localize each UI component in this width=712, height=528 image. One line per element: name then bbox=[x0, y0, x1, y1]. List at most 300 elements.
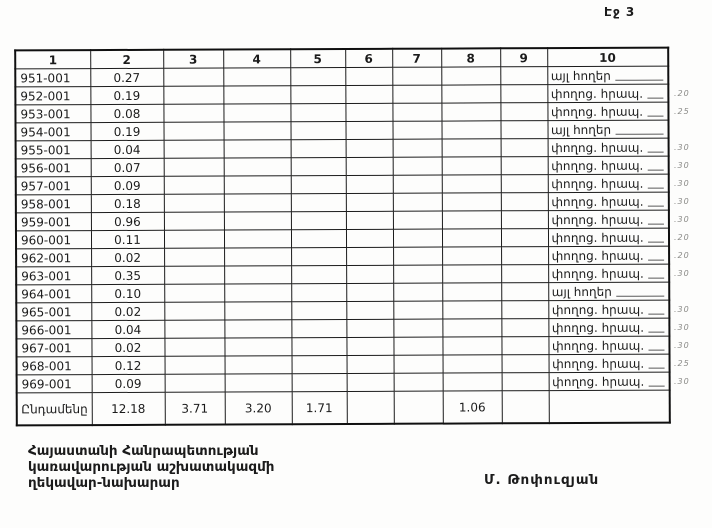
empty-cell bbox=[224, 176, 291, 194]
empty-cell bbox=[442, 247, 501, 265]
empty-cell bbox=[442, 229, 501, 247]
area-value-cell: 0.02 bbox=[91, 338, 164, 356]
empty-cell bbox=[290, 67, 345, 85]
fill-line bbox=[648, 242, 664, 243]
empty-cell bbox=[164, 140, 224, 158]
fill-line bbox=[647, 188, 663, 189]
table-row bbox=[16, 264, 669, 285]
empty-cell bbox=[393, 229, 442, 247]
area-value-cell: 0.09 bbox=[92, 374, 165, 392]
land-use-label: փողոց. հրապ. bbox=[551, 302, 644, 318]
empty-cell bbox=[393, 193, 442, 211]
empty-cell bbox=[501, 247, 548, 265]
land-use-label: փողոց. հրապ. bbox=[551, 248, 644, 264]
margin-note: .25 bbox=[674, 359, 690, 368]
empty-cell bbox=[346, 139, 393, 157]
area-value-cell: 0.11 bbox=[91, 230, 164, 248]
empty-cell bbox=[501, 193, 548, 211]
parcel-id-cell: 963-001 bbox=[16, 267, 91, 285]
empty-cell bbox=[501, 157, 548, 175]
empty-cell bbox=[291, 283, 346, 301]
empty-cell bbox=[345, 67, 392, 85]
empty-cell bbox=[501, 265, 548, 283]
land-use-wrap bbox=[548, 121, 668, 139]
parcel-id-cell: 966-001 bbox=[16, 321, 91, 339]
totals-col3: 3.71 bbox=[165, 392, 225, 425]
area-value-cell: 0.09 bbox=[91, 176, 164, 194]
empty-cell bbox=[501, 229, 548, 247]
land-use-label: փողոց. հրապ. bbox=[552, 374, 645, 390]
empty-cell bbox=[442, 319, 501, 337]
empty-cell bbox=[393, 175, 442, 193]
margin-note: .30 bbox=[674, 197, 690, 206]
column-header: 6 bbox=[345, 49, 392, 68]
signatory-name: Մ. Թոփուզյան bbox=[484, 472, 600, 488]
area-value-cell: 0.96 bbox=[91, 212, 164, 230]
land-use-wrap bbox=[549, 373, 669, 391]
empty-cell bbox=[165, 374, 225, 392]
table-row bbox=[16, 120, 669, 141]
empty-cell bbox=[442, 157, 501, 175]
land-use-label: փողոց. հրապ. bbox=[552, 356, 645, 372]
land-use-cell bbox=[548, 156, 669, 175]
empty-cell bbox=[224, 158, 291, 176]
empty-cell bbox=[291, 157, 346, 175]
column-header: 5 bbox=[290, 49, 345, 68]
empty-cell bbox=[346, 283, 393, 301]
empty-cell bbox=[442, 193, 501, 211]
fill-line bbox=[648, 332, 664, 333]
parcel-id-cell: 959-001 bbox=[16, 213, 91, 231]
land-use-cell bbox=[548, 138, 669, 157]
margin-note bbox=[674, 283, 712, 301]
land-use-label: փողոց. հրապ. bbox=[551, 176, 644, 192]
parcel-id-cell: 958-001 bbox=[16, 195, 91, 213]
land-use-cell bbox=[548, 264, 669, 283]
land-use-wrap bbox=[548, 175, 668, 193]
column-header: 9 bbox=[500, 48, 547, 67]
empty-cell bbox=[292, 355, 347, 373]
margin-note: .30 bbox=[674, 323, 690, 332]
empty-cell bbox=[392, 67, 441, 85]
fill-line bbox=[648, 314, 664, 315]
land-parcel-table-wrap bbox=[14, 47, 671, 427]
land-use-wrap bbox=[549, 301, 669, 319]
empty-cell bbox=[163, 68, 223, 86]
empty-cell bbox=[224, 248, 291, 266]
margin-note: .30 bbox=[674, 269, 690, 278]
empty-cell bbox=[442, 211, 501, 229]
empty-cell bbox=[291, 337, 346, 355]
parcel-id-cell: 953-001 bbox=[15, 105, 90, 123]
empty-cell bbox=[442, 337, 501, 355]
empty-cell bbox=[442, 301, 501, 319]
area-value-cell: 0.12 bbox=[92, 356, 165, 374]
margin-note: .30 bbox=[674, 179, 690, 188]
empty-cell bbox=[346, 319, 393, 337]
land-use-wrap bbox=[548, 193, 668, 211]
empty-cell bbox=[164, 338, 224, 356]
empty-cell bbox=[501, 175, 548, 193]
land-use-label: փողոց. հրապ. bbox=[551, 212, 644, 228]
empty-cell bbox=[442, 175, 501, 193]
table-row bbox=[17, 354, 670, 375]
empty-cell bbox=[501, 337, 548, 355]
empty-cell bbox=[441, 67, 500, 85]
empty-cell bbox=[164, 248, 224, 266]
empty-cell bbox=[291, 265, 346, 283]
land-use-label: փողոց. հրապ. bbox=[550, 104, 644, 120]
empty-cell bbox=[500, 85, 547, 103]
footer-line-3: ղեկավար-նախարար bbox=[28, 475, 180, 491]
empty-cell bbox=[224, 284, 291, 302]
empty-cell bbox=[224, 320, 291, 338]
empty-cell bbox=[393, 301, 442, 319]
empty-cell bbox=[164, 284, 224, 302]
area-value-cell: 0.04 bbox=[91, 140, 164, 158]
parcel-id-cell: 955-001 bbox=[16, 141, 91, 159]
fill-line bbox=[647, 152, 663, 153]
fill-line bbox=[648, 260, 664, 261]
land-use-label: այլ հողեր bbox=[550, 68, 611, 84]
land-use-label: այլ հողեր bbox=[551, 122, 612, 138]
fill-line bbox=[648, 350, 664, 351]
area-value-cell: 0.19 bbox=[90, 86, 163, 104]
empty-cell bbox=[224, 140, 291, 158]
fill-line bbox=[647, 98, 663, 99]
land-use-wrap bbox=[548, 139, 668, 157]
land-use-cell bbox=[548, 210, 669, 229]
land-use-label: փողոց. հրապ. bbox=[551, 140, 644, 156]
empty-cell bbox=[224, 302, 291, 320]
parcel-id-cell: 956-001 bbox=[16, 159, 91, 177]
land-use-wrap bbox=[548, 85, 668, 103]
empty-cell bbox=[164, 266, 224, 284]
footer-title-block bbox=[28, 443, 274, 491]
area-value-cell: 0.02 bbox=[91, 248, 164, 266]
empty-cell bbox=[394, 373, 443, 391]
empty-cell bbox=[393, 337, 442, 355]
empty-cell bbox=[441, 121, 500, 139]
margin-note: .20 bbox=[674, 89, 690, 98]
table-row bbox=[16, 192, 669, 213]
empty-cell bbox=[393, 139, 442, 157]
empty-cell bbox=[394, 355, 443, 373]
land-use-cell bbox=[548, 174, 669, 193]
totals-col6 bbox=[347, 391, 394, 424]
totals-col8: 1.06 bbox=[443, 391, 502, 424]
empty-cell bbox=[441, 103, 500, 121]
land-use-cell bbox=[547, 102, 668, 121]
empty-cell bbox=[346, 301, 393, 319]
margin-note bbox=[674, 121, 712, 139]
fill-line bbox=[648, 206, 664, 207]
empty-cell bbox=[442, 265, 501, 283]
parcel-id-cell: 962-001 bbox=[16, 249, 91, 267]
empty-cell bbox=[392, 85, 441, 103]
parcel-id-cell: 965-001 bbox=[16, 303, 91, 321]
empty-cell bbox=[501, 283, 548, 301]
empty-cell bbox=[501, 211, 548, 229]
empty-cell bbox=[346, 265, 393, 283]
parcel-id-cell: 964-001 bbox=[16, 285, 91, 303]
land-parcel-table bbox=[14, 47, 671, 427]
empty-cell bbox=[345, 121, 392, 139]
fill-line bbox=[616, 296, 664, 297]
parcel-id-cell: 957-001 bbox=[16, 177, 91, 195]
land-use-cell bbox=[549, 372, 670, 391]
fill-line bbox=[615, 80, 663, 81]
column-header: 1 bbox=[15, 50, 90, 69]
table-row bbox=[15, 102, 668, 123]
table-row bbox=[16, 282, 669, 303]
empty-cell bbox=[346, 247, 393, 265]
empty-cell bbox=[500, 121, 547, 139]
margin-note: .30 bbox=[674, 215, 690, 224]
footer-line-2: կառավարության աշխատակազմի bbox=[28, 459, 275, 475]
land-use-label: փողոց. հրապ. bbox=[551, 230, 644, 246]
area-value-cell: 0.04 bbox=[91, 320, 164, 338]
empty-cell bbox=[164, 302, 224, 320]
column-header: 10 bbox=[547, 48, 668, 67]
empty-cell bbox=[291, 139, 346, 157]
empty-cell bbox=[346, 211, 393, 229]
empty-cell bbox=[393, 247, 442, 265]
land-use-cell bbox=[548, 318, 669, 337]
empty-cell bbox=[165, 356, 225, 374]
totals-col5: 1.71 bbox=[292, 391, 347, 424]
margin-note: .25 bbox=[674, 107, 690, 116]
empty-cell bbox=[164, 194, 224, 212]
totals-label: Ընդամենը bbox=[17, 393, 92, 426]
table-row bbox=[16, 174, 669, 195]
land-use-label: այլ հողեր bbox=[551, 284, 612, 300]
land-use-wrap bbox=[548, 67, 668, 85]
empty-cell bbox=[346, 175, 393, 193]
empty-cell bbox=[163, 86, 223, 104]
column-header: 3 bbox=[163, 50, 223, 69]
empty-cell bbox=[291, 229, 346, 247]
land-use-wrap bbox=[549, 319, 669, 337]
empty-cell bbox=[442, 283, 501, 301]
margin-note: .20 bbox=[674, 233, 690, 242]
fill-line bbox=[647, 170, 663, 171]
empty-cell bbox=[501, 301, 548, 319]
empty-cell bbox=[441, 85, 500, 103]
empty-cell bbox=[346, 229, 393, 247]
land-use-wrap bbox=[549, 337, 669, 355]
empty-cell bbox=[164, 320, 224, 338]
empty-cell bbox=[347, 355, 394, 373]
empty-cell bbox=[224, 338, 291, 356]
land-use-label: փողոց. հրապ. bbox=[551, 158, 644, 174]
empty-cell bbox=[290, 121, 345, 139]
empty-cell bbox=[500, 103, 547, 121]
empty-cell bbox=[164, 176, 224, 194]
empty-cell bbox=[290, 85, 345, 103]
area-value-cell: 0.02 bbox=[91, 302, 164, 320]
table-row bbox=[16, 156, 669, 177]
column-header: 7 bbox=[392, 49, 441, 68]
parcel-id-cell: 968-001 bbox=[17, 357, 92, 375]
empty-cell bbox=[393, 319, 442, 337]
empty-cell bbox=[292, 373, 347, 391]
table-row bbox=[16, 318, 669, 339]
empty-cell bbox=[291, 175, 346, 193]
area-value-cell: 0.18 bbox=[91, 194, 164, 212]
totals-row bbox=[17, 390, 670, 425]
empty-cell bbox=[223, 86, 290, 104]
table-row bbox=[16, 246, 669, 267]
footer-line-1: Հայաստանի Հանրապետության bbox=[28, 443, 259, 459]
land-use-cell bbox=[549, 354, 670, 373]
fill-line bbox=[648, 278, 664, 279]
land-use-cell bbox=[547, 120, 668, 139]
totals-col4: 3.20 bbox=[225, 392, 292, 425]
area-value-cell: 0.10 bbox=[91, 284, 164, 302]
column-header: 8 bbox=[441, 48, 500, 67]
fill-line bbox=[615, 134, 663, 135]
land-use-wrap bbox=[549, 247, 669, 265]
empty-cell bbox=[502, 373, 549, 391]
land-use-label: փողոց. հրապ. bbox=[550, 86, 644, 102]
empty-cell bbox=[346, 337, 393, 355]
page-number-label: Էջ 3 bbox=[604, 5, 636, 19]
land-use-wrap bbox=[548, 157, 668, 175]
empty-cell bbox=[164, 158, 224, 176]
land-use-wrap bbox=[549, 265, 669, 283]
empty-cell bbox=[223, 104, 290, 122]
empty-cell bbox=[502, 355, 549, 373]
empty-cell bbox=[224, 230, 291, 248]
margin-note bbox=[674, 67, 712, 85]
fill-line bbox=[648, 368, 664, 369]
table-row bbox=[16, 300, 669, 321]
land-use-label: փողոց. հրապ. bbox=[551, 194, 644, 210]
totals-col7 bbox=[394, 391, 443, 424]
empty-cell bbox=[443, 355, 502, 373]
area-value-cell: 0.27 bbox=[90, 68, 163, 86]
empty-cell bbox=[393, 157, 442, 175]
land-use-wrap bbox=[548, 103, 668, 121]
empty-cell bbox=[163, 104, 223, 122]
empty-cell bbox=[225, 374, 292, 392]
land-use-cell bbox=[548, 282, 669, 301]
land-use-cell bbox=[548, 246, 669, 265]
empty-cell bbox=[345, 85, 392, 103]
table-row bbox=[15, 84, 668, 105]
empty-cell bbox=[223, 122, 290, 140]
margin-note: .30 bbox=[674, 341, 690, 350]
empty-cell bbox=[345, 103, 392, 121]
empty-cell bbox=[291, 211, 346, 229]
table-row bbox=[17, 372, 670, 393]
parcel-id-cell: 960-001 bbox=[16, 231, 91, 249]
fill-line bbox=[647, 116, 663, 117]
land-use-label: փողոց. հրապ. bbox=[551, 320, 645, 336]
margin-note: .30 bbox=[674, 305, 690, 314]
table-rows bbox=[15, 66, 669, 393]
table-row bbox=[16, 336, 669, 357]
land-use-cell bbox=[548, 192, 669, 211]
empty-cell bbox=[224, 266, 291, 284]
land-use-wrap bbox=[549, 355, 669, 373]
land-use-wrap bbox=[549, 283, 669, 301]
empty-cell bbox=[290, 103, 345, 121]
margin-notes-column bbox=[674, 67, 712, 391]
empty-cell bbox=[291, 247, 346, 265]
land-use-cell bbox=[547, 66, 668, 85]
fill-line bbox=[648, 386, 664, 387]
land-use-cell bbox=[548, 228, 669, 247]
empty-cell bbox=[164, 212, 224, 230]
empty-cell bbox=[225, 356, 292, 374]
totals-col10 bbox=[549, 390, 670, 423]
parcel-id-cell: 969-001 bbox=[17, 375, 92, 393]
land-use-label: փողոց. հրապ. bbox=[551, 266, 644, 282]
area-value-cell: 0.35 bbox=[91, 266, 164, 284]
totals-col2: 12.18 bbox=[92, 392, 165, 425]
empty-cell bbox=[163, 122, 223, 140]
empty-cell bbox=[393, 211, 442, 229]
empty-cell bbox=[501, 139, 548, 157]
table-row bbox=[16, 210, 669, 231]
margin-note: .30 bbox=[674, 377, 690, 386]
empty-cell bbox=[443, 373, 502, 391]
empty-cell bbox=[346, 157, 393, 175]
fill-line bbox=[648, 224, 664, 225]
table-row bbox=[16, 138, 669, 159]
empty-cell bbox=[442, 139, 501, 157]
totals-col9 bbox=[502, 391, 549, 424]
margin-note: .20 bbox=[674, 251, 690, 260]
empty-cell bbox=[291, 301, 346, 319]
empty-cell bbox=[501, 319, 548, 337]
empty-cell bbox=[346, 193, 393, 211]
empty-cell bbox=[347, 373, 394, 391]
empty-cell bbox=[393, 283, 442, 301]
area-value-cell: 0.19 bbox=[91, 122, 164, 140]
land-use-wrap bbox=[548, 229, 668, 247]
table-row bbox=[15, 66, 668, 87]
empty-cell bbox=[224, 212, 291, 230]
empty-cell bbox=[500, 67, 547, 85]
parcel-id-cell: 954-001 bbox=[16, 123, 91, 141]
table-row bbox=[16, 228, 669, 249]
column-header: 4 bbox=[223, 49, 290, 68]
land-use-cell bbox=[548, 336, 669, 355]
land-use-cell bbox=[547, 84, 668, 103]
margin-note: .30 bbox=[674, 161, 690, 170]
margin-note: .30 bbox=[674, 143, 690, 152]
area-value-cell: 0.08 bbox=[90, 104, 163, 122]
column-header: 2 bbox=[90, 50, 163, 69]
land-use-cell bbox=[548, 300, 669, 319]
empty-cell bbox=[164, 230, 224, 248]
empty-cell bbox=[392, 121, 441, 139]
parcel-id-cell: 967-001 bbox=[16, 339, 91, 357]
parcel-id-cell: 952-001 bbox=[15, 87, 90, 105]
land-use-label: փողոց. հրապ. bbox=[551, 338, 645, 354]
area-value-cell: 0.07 bbox=[91, 158, 164, 176]
empty-cell bbox=[392, 103, 441, 121]
land-use-wrap bbox=[548, 211, 668, 229]
empty-cell bbox=[393, 265, 442, 283]
empty-cell bbox=[291, 193, 346, 211]
empty-cell bbox=[291, 319, 346, 337]
parcel-id-cell: 951-001 bbox=[15, 69, 90, 87]
empty-cell bbox=[224, 194, 291, 212]
